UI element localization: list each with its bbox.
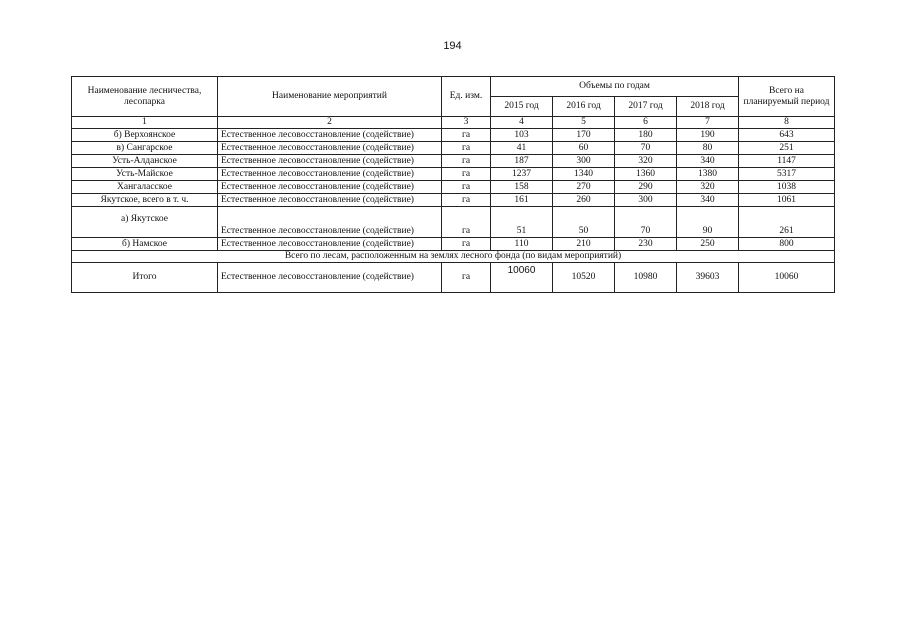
column-number: 7 (677, 117, 739, 129)
section-title: Всего по лесам, расположенным на землях лесного фонда (по видам мероприятий) (72, 251, 835, 263)
header-year: 2017 год (615, 97, 677, 117)
table-row (72, 238, 835, 251)
value-2016: 260 (553, 194, 615, 207)
value-2017: 320 (615, 155, 677, 168)
value-2015: 10060 (491, 263, 553, 293)
forest-regeneration-table (71, 76, 835, 293)
activity-name: Естественное лесовосстановление (содействие) (218, 168, 442, 181)
value-total: 251 (739, 142, 835, 155)
value-total: 1147 (739, 155, 835, 168)
value-2017: 180 (615, 129, 677, 142)
column-number: 8 (739, 117, 835, 129)
unit: га (442, 155, 491, 168)
value-2015: 1237 (491, 168, 553, 181)
header-year: 2015 год (491, 97, 553, 117)
unit: га (442, 142, 491, 155)
activity-name: Естественное лесовосстановление (содействие) (218, 238, 442, 251)
value-2018: 250 (677, 238, 739, 251)
header-total: Всего на планируемый период (739, 77, 835, 117)
value-2017: 70 (615, 207, 677, 238)
value-2016: 210 (553, 238, 615, 251)
value-2018: 39603 (677, 263, 739, 293)
table-row (72, 155, 835, 168)
table-row (72, 181, 835, 194)
value-2017: 10980 (615, 263, 677, 293)
value-2017: 290 (615, 181, 677, 194)
forestry-name: в) Сангарское (72, 142, 218, 155)
unit: га (442, 168, 491, 181)
value-2015: 187 (491, 155, 553, 168)
page-number: 194 (443, 40, 462, 52)
header-forestry: Наименование лесничества, лесопарка (72, 77, 218, 117)
value-total: 261 (739, 207, 835, 238)
header-year: 2016 год (553, 97, 615, 117)
value-total: 1061 (739, 194, 835, 207)
value-2018: 90 (677, 207, 739, 238)
value-2018: 80 (677, 142, 739, 155)
value-2015: 161 (491, 194, 553, 207)
column-number: 3 (442, 117, 491, 129)
value-total: 800 (739, 238, 835, 251)
total-row (72, 263, 835, 293)
column-number: 2 (218, 117, 442, 129)
unit: га (442, 263, 491, 293)
value-total: 643 (739, 129, 835, 142)
forestry-name: Усть-Алданское (72, 155, 218, 168)
value-2018: 340 (677, 155, 739, 168)
forestry-name: б) Верхоянское (72, 129, 218, 142)
table-row (72, 129, 835, 142)
column-number-row (72, 117, 835, 129)
value-2016: 270 (553, 181, 615, 194)
value-2015: 51 (491, 207, 553, 238)
value-2018: 190 (677, 129, 739, 142)
table-row (72, 142, 835, 155)
value-2017: 300 (615, 194, 677, 207)
value-2016: 300 (553, 155, 615, 168)
value-total: 5317 (739, 168, 835, 181)
unit: га (442, 194, 491, 207)
value-2018: 320 (677, 181, 739, 194)
unit: га (442, 181, 491, 194)
activity-name: Естественное лесовосстановление (содействие) (218, 181, 442, 194)
column-number: 6 (615, 117, 677, 129)
table-row (72, 194, 835, 207)
value-2015: 103 (491, 129, 553, 142)
value-2017: 1360 (615, 168, 677, 181)
value-2016: 50 (553, 207, 615, 238)
value-2015: 41 (491, 142, 553, 155)
table-row (72, 168, 835, 181)
value-2016: 10520 (553, 263, 615, 293)
column-number: 4 (491, 117, 553, 129)
forestry-name: Усть-Майское (72, 168, 218, 181)
header-row (72, 77, 835, 97)
unit: га (442, 238, 491, 251)
forestry-name: Якутское, всего в т. ч. (72, 194, 218, 207)
value-2018: 1380 (677, 168, 739, 181)
activity-name: Естественное лесовосстановление (содействие) (218, 142, 442, 155)
column-number: 1 (72, 117, 218, 129)
value-2017: 230 (615, 238, 677, 251)
header-volumes: Объемы по годам (491, 77, 739, 97)
value-2016: 60 (553, 142, 615, 155)
header-year: 2018 год (677, 97, 739, 117)
value-total: 1038 (739, 181, 835, 194)
value-2015: 110 (491, 238, 553, 251)
activity-name: Естественное лесовосстановление (содействие) (218, 207, 442, 238)
forestry-name: б) Намское (72, 238, 218, 251)
total-label: Итого (72, 263, 218, 293)
unit: га (442, 129, 491, 142)
value-2016: 170 (553, 129, 615, 142)
forestry-name: а) Якутское (72, 207, 218, 238)
value-2017: 70 (615, 142, 677, 155)
header-activity: Наименование мероприятий (218, 77, 442, 117)
unit: га (442, 207, 491, 238)
value-total: 10060 (739, 263, 835, 293)
activity-name: Естественное лесовосстановление (содействие) (218, 194, 442, 207)
activity-name: Естественное лесовосстановление (содействие) (218, 155, 442, 168)
activity-name: Естественное лесовосстановление (содействие) (218, 263, 442, 293)
header-unit: Ед. изм. (442, 77, 491, 117)
value-2018: 340 (677, 194, 739, 207)
table-row (72, 207, 835, 238)
value-2016: 1340 (553, 168, 615, 181)
activity-name: Естественное лесовосстановление (содействие) (218, 129, 442, 142)
forestry-name: Хангаласское (72, 181, 218, 194)
value-2015: 158 (491, 181, 553, 194)
section-row (72, 251, 835, 263)
column-number: 5 (553, 117, 615, 129)
